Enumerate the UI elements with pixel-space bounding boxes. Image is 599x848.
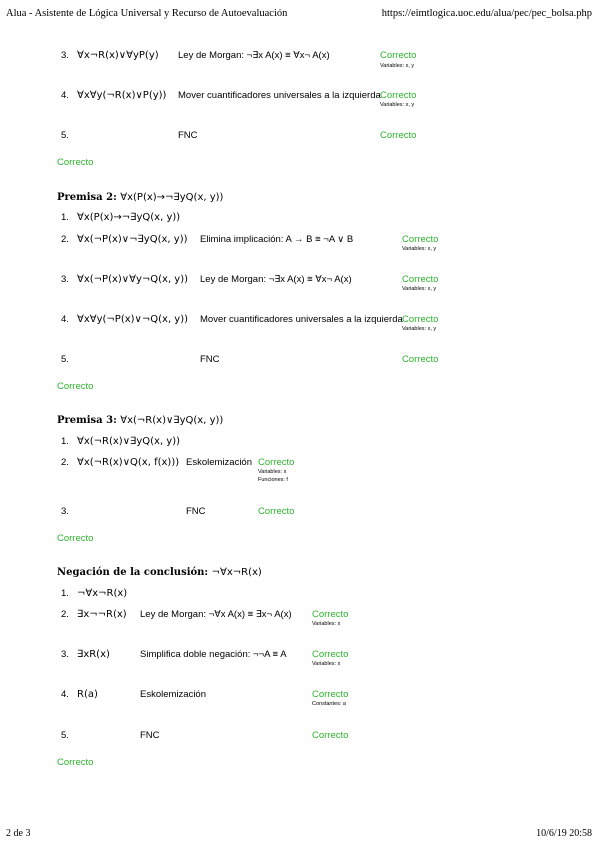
step-detail: Variables: x, y: [380, 63, 415, 69]
section-label: Premisa 2:: [57, 192, 117, 203]
step-detail: Variables: x, y: [402, 246, 437, 252]
step-rule: Ley de Morgan: ¬∃x A(x) ≡ ∀x¬ A(x): [178, 50, 330, 61]
step-detail: Variables: x, y: [380, 102, 415, 108]
step-number: 2.: [61, 234, 69, 245]
section-result: Correcto: [57, 381, 94, 392]
step-number: 1.: [61, 212, 69, 223]
step-number: 4.: [61, 90, 69, 101]
step-number: 1.: [61, 436, 69, 447]
step-rule: Elimina implicación: A → B ≡ ¬A ∨ B: [200, 234, 354, 245]
page-number: 2 de 3: [6, 828, 31, 839]
step-status: Correcto: [312, 609, 349, 620]
browser-page-title: Alua - Asistente de Lógica Universal y Recurso de Autoevaluación: [6, 8, 288, 19]
step-rule: FNC: [178, 130, 198, 141]
step-formula: ∀x(¬P(x)∨¬∃yQ(x, y)): [77, 234, 188, 245]
step-status: Correcto: [258, 457, 295, 468]
step-status: Correcto: [402, 314, 439, 325]
step-detail: Constantes: a: [312, 701, 346, 707]
step-rule: Ley de Morgan: ¬∀x A(x) ≡ ∃x¬ A(x): [140, 609, 292, 620]
step-formula: ∀x∀y(¬P(x)∨¬Q(x, y)): [77, 314, 189, 325]
step-status: Correcto: [380, 90, 417, 101]
step-detail: Variables: x: [312, 661, 341, 667]
step-rule: FNC: [200, 354, 220, 365]
step-formula: ∃x¬¬R(x): [77, 609, 127, 620]
step-formula: ∀x(¬P(x)∨∀y¬Q(x, y)): [77, 274, 189, 285]
step-formula: ∀x¬R(x)∨∀yP(y): [77, 50, 159, 61]
step-status: Correcto: [402, 274, 439, 285]
step-number: 2.: [61, 457, 69, 468]
section-formula: ¬∀x¬R(x): [211, 567, 262, 578]
step-formula: ∃xR(x): [77, 649, 110, 660]
step-status: Correcto: [402, 234, 439, 245]
step-formula: ∀x(P(x)→¬∃yQ(x, y)): [77, 212, 181, 223]
step-number: 5.: [61, 130, 69, 141]
step-rule: FNC: [186, 506, 206, 517]
print-datetime: 10/6/19 20:58: [536, 828, 592, 839]
browser-page-url: https://eimtlogica.uoc.edu/alua/pec/pec_bolsa.php: [381, 8, 592, 19]
step-status: Correcto: [312, 649, 349, 660]
step-formula: R(a): [77, 689, 98, 700]
step-status: Correcto: [312, 689, 349, 700]
step-rule: Mover cuantificadores universales a la izquierda: [178, 90, 381, 101]
step-status: Correcto: [312, 730, 349, 741]
step-rule: FNC: [140, 730, 160, 741]
step-status: Correcto: [380, 50, 417, 61]
step-status: Correcto: [402, 354, 439, 365]
section-title: [57, 191, 223, 204]
step-formula: ∀x(¬R(x)∨Q(x, f(x))): [77, 457, 180, 468]
step-rule: Ley de Morgan: ¬∃x A(x) ≡ ∀x¬ A(x): [200, 274, 352, 285]
step-number: 2.: [61, 609, 69, 620]
section-result: Correcto: [57, 157, 94, 168]
step-number: 3.: [61, 50, 69, 61]
step-rule: Eskolemización: [140, 689, 206, 700]
step-number: 5.: [61, 730, 69, 741]
step-formula: ∀x∀y(¬R(x)∨P(y)): [77, 90, 167, 101]
step-detail: Variables: x, y: [402, 286, 437, 292]
step-number: 3.: [61, 274, 69, 285]
step-detail: Funciones: f: [258, 477, 288, 483]
section-formula: ∀x(P(x)→¬∃yQ(x, y)): [120, 192, 224, 203]
step-formula: ∀x(¬R(x)∨∃yQ(x, y)): [77, 436, 181, 447]
section-result: Correcto: [57, 533, 94, 544]
step-number: 4.: [61, 314, 69, 325]
step-number: 5.: [61, 354, 69, 365]
step-status: Correcto: [258, 506, 295, 517]
section-title: [57, 414, 223, 427]
section-formula: ∀x(¬R(x)∨∃yQ(x, y)): [120, 415, 224, 426]
step-detail: Variables: x: [258, 469, 287, 475]
step-status: Correcto: [380, 130, 417, 141]
step-rule: Mover cuantificadores universales a la izquierda: [200, 314, 403, 325]
step-rule: Simplifica doble negación: ¬¬A ≡ A: [140, 649, 287, 660]
step-detail: Variables: x: [312, 621, 341, 627]
section-label: Negación de la conclusión:: [57, 567, 209, 578]
step-number: 4.: [61, 689, 69, 700]
step-rule: Eskolemización: [186, 457, 252, 468]
step-number: 1.: [61, 588, 69, 599]
section-title: [57, 566, 262, 579]
section-label: Premisa 3:: [57, 415, 117, 426]
step-detail: Variables: x, y: [402, 326, 437, 332]
step-number: 3.: [61, 506, 69, 517]
section-result: Correcto: [57, 757, 94, 768]
step-number: 3.: [61, 649, 69, 660]
step-formula: ¬∀x¬R(x): [77, 588, 128, 599]
